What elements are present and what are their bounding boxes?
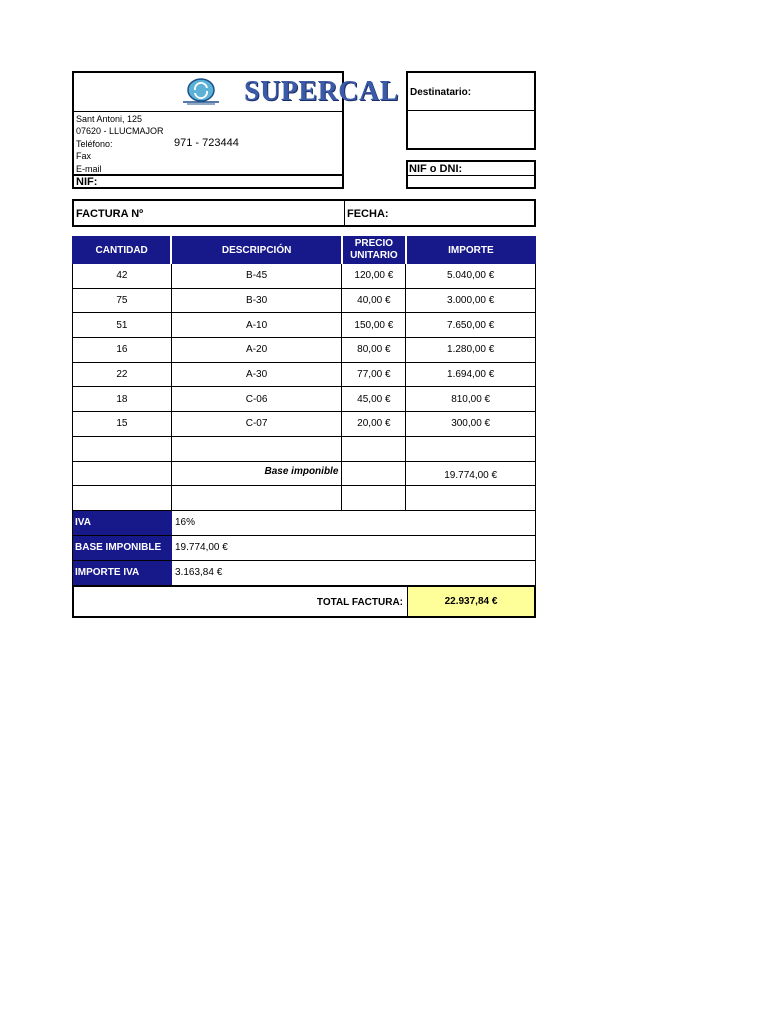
company-fax-label: Fax [76, 151, 92, 161]
table-row [73, 338, 536, 363]
company-address-line2: 07620 - LLUCMAJOR [76, 126, 164, 136]
cell-description: A-30 [171, 362, 342, 387]
cell-unit-price: 20,00 € [342, 412, 406, 437]
invoice-meta-divider [344, 201, 345, 225]
cell-unit-price: 150,00 € [342, 313, 406, 338]
table-row-empty [73, 436, 536, 461]
cell-unit-price: 80,00 € [342, 338, 406, 363]
cell-empty [342, 461, 406, 486]
recipient-nif-box [406, 160, 536, 189]
recipient-divider [408, 110, 534, 111]
company-email-label: E-mail [76, 164, 102, 174]
summary-row-base-imponible [72, 536, 536, 561]
summary-base-value: 19.774,00 € [175, 542, 228, 553]
invoice-date-label: FECHA: [347, 208, 389, 220]
cell-quantity: 15 [73, 412, 172, 437]
summary-row-importe-iva [72, 561, 536, 586]
cell-description: C-06 [171, 387, 342, 412]
cell-amount: 810,00 € [406, 387, 536, 412]
cell-empty [73, 436, 172, 461]
cell-amount: 5.040,00 € [406, 264, 536, 289]
importe-iva-value: 3.163,84 € [175, 567, 223, 578]
table-row [73, 362, 536, 387]
company-info-box [72, 71, 399, 189]
cell-amount: 1.694,00 € [406, 362, 536, 387]
company-phone-label: Teléfono: [76, 139, 113, 149]
cell-quantity: 18 [73, 387, 172, 412]
table-row [73, 412, 536, 437]
cell-unit-price: 77,00 € [342, 362, 406, 387]
recipient-box [406, 71, 536, 150]
cell-unit-price: 45,00 € [342, 387, 406, 412]
base-imponible-label: Base imponible [171, 461, 342, 486]
total-value: 22.937,84 € [407, 587, 534, 616]
table-header-row [73, 237, 536, 264]
cell-amount: 1.280,00 € [406, 338, 536, 363]
iva-label: IVA [73, 511, 172, 535]
cell-empty [342, 486, 406, 511]
summary-base-label: BASE IMPONIBLE [73, 536, 172, 560]
invoice-items-table [72, 236, 536, 511]
cell-quantity: 22 [73, 362, 172, 387]
cell-unit-price: 120,00 € [342, 264, 406, 289]
cell-description: A-20 [171, 338, 342, 363]
cell-amount: 7.650,00 € [406, 313, 536, 338]
cell-description: A-10 [171, 313, 342, 338]
cell-description: C-07 [171, 412, 342, 437]
column-header-description: DESCRIPCIÓN [171, 237, 342, 264]
column-header-unit-price: PRECIO UNITARIO [342, 237, 406, 264]
cell-quantity: 42 [73, 264, 172, 289]
cell-quantity: 16 [73, 338, 172, 363]
recipient-nif-divider [408, 175, 534, 176]
total-row [72, 585, 536, 618]
cell-unit-price: 40,00 € [342, 288, 406, 313]
cell-empty [406, 436, 536, 461]
summary-row-iva [72, 511, 536, 536]
cell-empty [342, 436, 406, 461]
cell-empty [73, 461, 172, 486]
company-logo-icon [181, 77, 221, 105]
table-row [73, 313, 536, 338]
cell-description: B-30 [171, 288, 342, 313]
table-row [73, 288, 536, 313]
table-row [73, 264, 536, 289]
total-label: TOTAL FACTURA: [316, 597, 403, 608]
invoice-meta-box [72, 199, 536, 227]
cell-empty [73, 486, 172, 511]
importe-iva-label: IMPORTE IVA [73, 561, 172, 585]
cell-empty [171, 486, 342, 511]
company-brand-name: SUPERCAL [244, 76, 399, 107]
cell-quantity: 51 [73, 313, 172, 338]
invoice-number-label: FACTURA Nº [76, 208, 144, 220]
base-imponible-value: 19.774,00 € [406, 461, 536, 486]
cell-amount: 300,00 € [406, 412, 536, 437]
company-phone-value: 971 - 723444 [174, 137, 239, 149]
table-row-empty [73, 486, 536, 511]
company-logo-row [74, 73, 399, 112]
table-row-base-imponible [73, 461, 536, 486]
iva-value: 16% [175, 517, 196, 528]
cell-description: B-45 [171, 264, 342, 289]
cell-empty [406, 486, 536, 511]
cell-quantity: 75 [73, 288, 172, 313]
recipient-nif-label: NIF o DNI: [409, 163, 463, 175]
cell-empty [171, 436, 342, 461]
table-row [73, 387, 536, 412]
recipient-label: Destinatario: [410, 87, 472, 98]
column-header-quantity: CANTIDAD [73, 237, 172, 264]
cell-amount: 3.000,00 € [406, 288, 536, 313]
company-nif-label: NIF: [74, 174, 342, 189]
column-header-amount: IMPORTE [406, 237, 536, 264]
company-address-line1: Sant Antoni, 125 [76, 114, 143, 124]
